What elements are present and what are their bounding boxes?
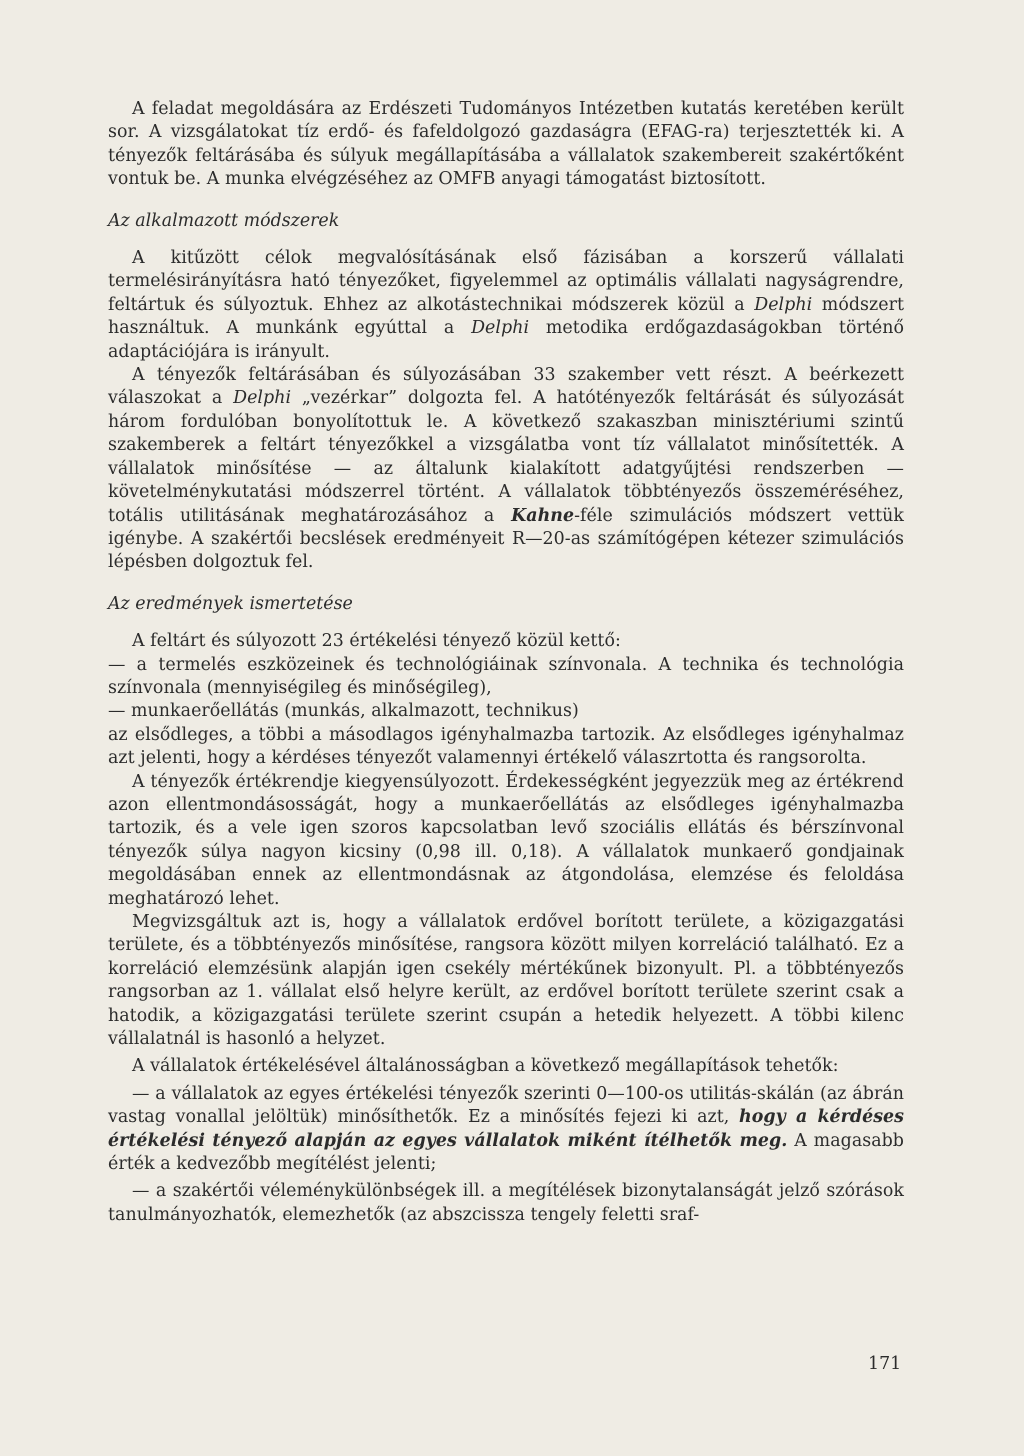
results-paragraph-1: A feltárt és súlyozott 23 értékelési tényező közül kettő: bbox=[132, 631, 621, 652]
results-paragraph-5: A vállalatok értékelésével általánosságban a következő megállapítások tehetők: bbox=[132, 1056, 839, 1077]
results-paragraph-4: Megvizsgáltuk azt is, hogy a vállalatok erdővel borított területe, a közigazgatási területe, és a többtényezős minősítése, rangsora között milyen korreláció található. Ez a korreláció elemzésünk alapján igen csekély mértékűnek bizonyult. Pl. a többtényezős rangsorban az 1. vállalat első helyre került, az erdővel borított területe szerint csak a hatodik, a közigazgatási területe szerint csupán a hetedik helyezett. A többi kilenc vállalatnál is hasonló a helyzet. bbox=[108, 912, 904, 1050]
intro-paragraph: A feladat megoldására az Erdészeti Tudományos Intézetben kutatás keretében került sor. A vizsgálatokat tíz erdő- és fafeldolgozó gazdaságra (EFAG-ra) terjesztették ki. A tényezők feltárásába és súlyuk megállapításába a vállalatok szakembereit szakértőként vontuk be. A munka elvégzéséhez az OMFB anyagi támogatást biztosított. bbox=[108, 99, 904, 190]
results-paragraph-3: A tényezők értékrendje kiegyensúlyozott. Érdekességként jegyezzük meg az értékrend azon ellentmondásosságát, hogy a munkaerőellátás az elsődleges igényhalmazba tartozik, és a vele igen szoros kapcsolatban levő szociális ellátás és bérszínvonal tényezők súlya nagyon kicsiny (0,98 ill. 0,18). A vállalatok munkaerő gondjainak megoldásában ennek az ellentmondásnak az átgondolása, elemzése és feloldása meghatározó lehet. bbox=[108, 771, 904, 909]
section-heading-methods: Az alkalmazott módszerek bbox=[108, 210, 340, 231]
results-paragraph-7: — a szakértői véleménykülönbségek ill. a megítélések bizonytalanságát jelző szórások tanulmányozhatók, elemezhetők (az abszcissza tengely feletti sraf- bbox=[108, 1181, 904, 1225]
section-heading-results: Az eredmények ismertetése bbox=[108, 593, 353, 614]
methods-paragraph-1: A kitűzött célok megvalósításának első fázisában a korszerű vállalati termelésirányításra ható tényezőket, figyelemmel az optimális vállalati nagyságrendre, feltártuk és súlyoztuk. Ehhez az alkotástechnikai módszerek közül a Delphi módszert használtuk. A munkánk egyúttal a Delphi metodika erdőgazdaságokban történő adaptációjára is irányult. bbox=[108, 248, 905, 362]
page-number: 171 bbox=[868, 1354, 902, 1374]
results-paragraph-6: — a vállalatok az egyes értékelési tényezők szerinti 0—100-os utilitás-skálán (az ábrán vastag vonallal jelöltük) minősíthetők. Ez a minősítés fejezi ki azt, hogy a kérdéses értékelési tényező alapján az egyes vállalatok miként ítélhetők meg. A magasabb érték a kedvezőbb megítélést jelenti; bbox=[108, 1083, 904, 1175]
results-bullet-2: — munkaerőellátás (munkás, alkalmazott, technikus) bbox=[108, 701, 579, 722]
results-paragraph-2: az elsődleges, a többi a másodlagos igényhalmazba tartozik. Az elsődleges igényhalmaz azt jelenti, hogy a kérdéses tényezőt valamennyi értékelő válaszrtotta és rangsorolta. bbox=[108, 724, 904, 769]
document-page bbox=[108, 98, 904, 1227]
results-bullet-1: — a termelés eszközeinek és technológiáinak színvonala. A technika és technológia színvonala (mennyiségileg és minőségileg), bbox=[108, 654, 904, 698]
methods-paragraph-2: A tényezők feltárásában és súlyozásában 33 szakember vett részt. A beérkezett válaszokat a Delphi „vezérkar” dolgozta fel. A hatótényezők feltárását és súlyozását három fordulóban bonyolítottuk le. A következő szakaszban minisztériumi szintű szakemberek a feltárt tényezőkkel a vizsgálatba vont tíz vállalatot minősítették. A vállalatok minősítése — az általunk kialakított adatgyűjtési rendszerben — követelménykutatási módszerrel történt. A vállalatok többtényezős összeméréséhez, totális utilitásának meghatározásához a Kahne-féle szimulációs módszert vettük igénybe. A szakértői becslések eredményeit R—20-as számítógépen kétezer szimulációs lépésben dolgoztuk fel. bbox=[108, 365, 905, 573]
